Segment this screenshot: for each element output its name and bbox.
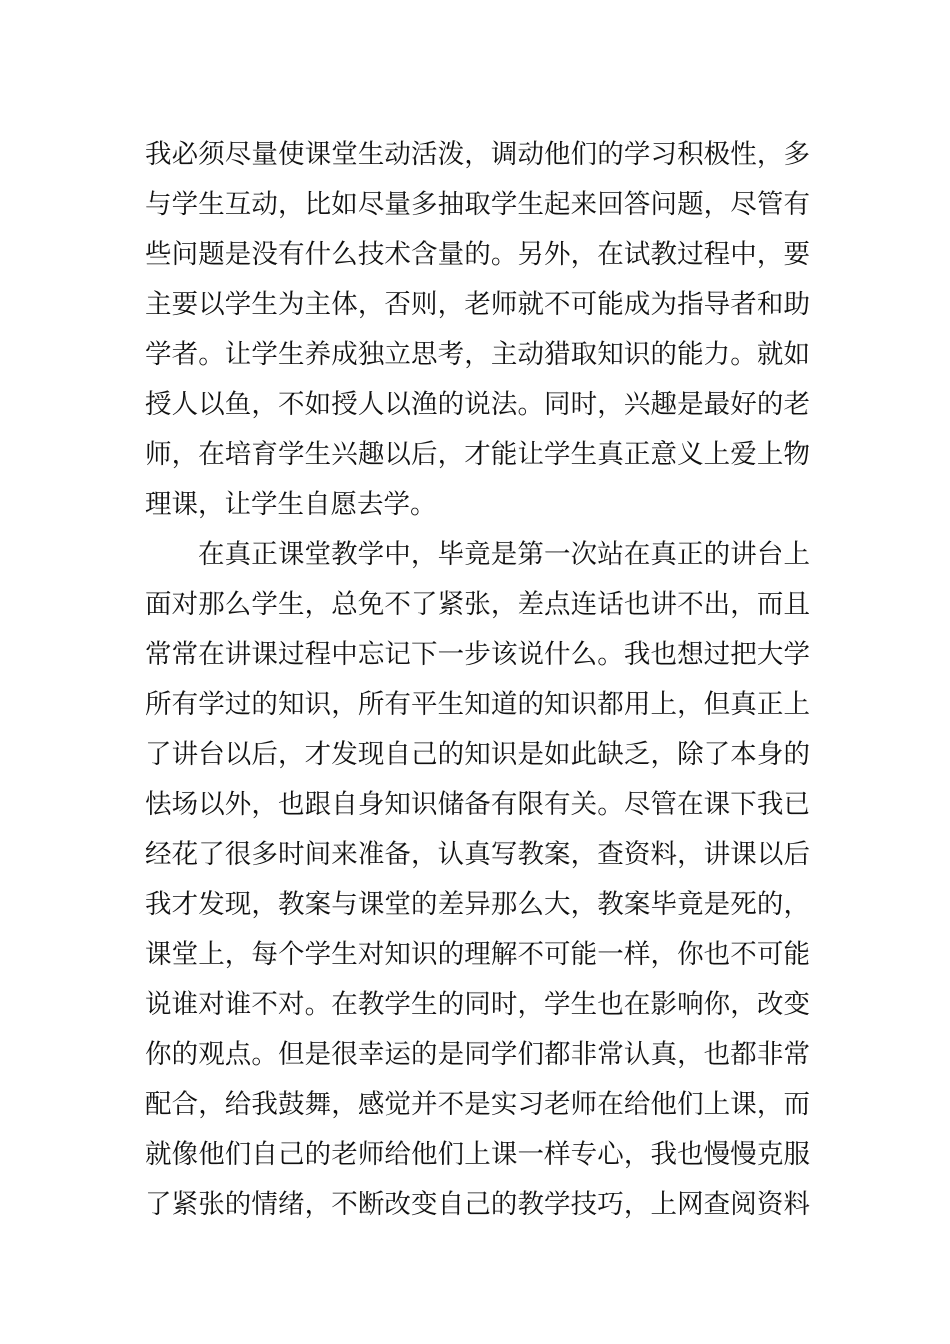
text-line: 说谁对谁不对。在教学生的同时，学生也在影响你，改变 — [145, 989, 810, 1020]
text-line: 师，在培育学生兴趣以后，才能让学生真正意义上爱上物 — [145, 439, 810, 470]
text-line: 我必须尽量使课堂生动活泼，调动他们的学习积极性，多 — [145, 139, 810, 170]
text-line: 你的观点。但是很幸运的是同学们都非常认真，也都非常 — [145, 1039, 810, 1070]
text-line: 与学生互动，比如尽量多抽取学生起来回答问题，尽管有 — [145, 189, 810, 220]
body-text — [145, 130, 810, 1230]
text-line: 学者。让学生养成独立思考，主动猎取知识的能力。就如 — [145, 339, 810, 370]
text-line: 面对那么学生，总免不了紧张，差点连话也讲不出，而且 — [145, 589, 810, 620]
text-line-paragraph-end: 理课，让学生自愿去学。 — [145, 489, 437, 520]
text-line: 经花了很多时间来准备，认真写教案，查资料，讲课以后 — [145, 839, 810, 870]
text-line: 些问题是没有什么技术含量的。另外，在试教过程中，要 — [145, 239, 810, 270]
text-line: 配合，给我鼓舞，感觉并不是实习老师在给他们上课，而 — [145, 1089, 810, 1120]
text-line: 了紧张的情绪，不断改变自己的教学技巧，上网查阅资料 — [145, 1189, 810, 1220]
text-line: 课堂上，每个学生对知识的理解不可能一样，你也不可能 — [145, 939, 810, 970]
text-line: 我才发现，教案与课堂的差异那么大，教案毕竟是死的， — [145, 889, 810, 920]
text-line: 授人以鱼，不如授人以渔的说法。同时，兴趣是最好的老 — [145, 389, 810, 420]
text-line-paragraph-start: 在真正课堂教学中，毕竟是第一次站在真正的讲台上 — [198, 539, 810, 570]
text-line: 怯场以外，也跟自身知识储备有限有关。尽管在课下我已 — [145, 789, 810, 820]
text-line: 了讲台以后，才发现自己的知识是如此缺乏，除了本身的 — [145, 739, 810, 770]
text-line: 就像他们自己的老师给他们上课一样专心，我也慢慢克服 — [145, 1139, 810, 1170]
text-line: 常常在讲课过程中忘记下一步该说什么。我也想过把大学 — [145, 639, 810, 670]
text-line: 主要以学生为主体，否则，老师就不可能成为指导者和助 — [145, 289, 810, 320]
text-line: 所有学过的知识，所有平生知道的知识都用上，但真正上 — [145, 689, 810, 720]
